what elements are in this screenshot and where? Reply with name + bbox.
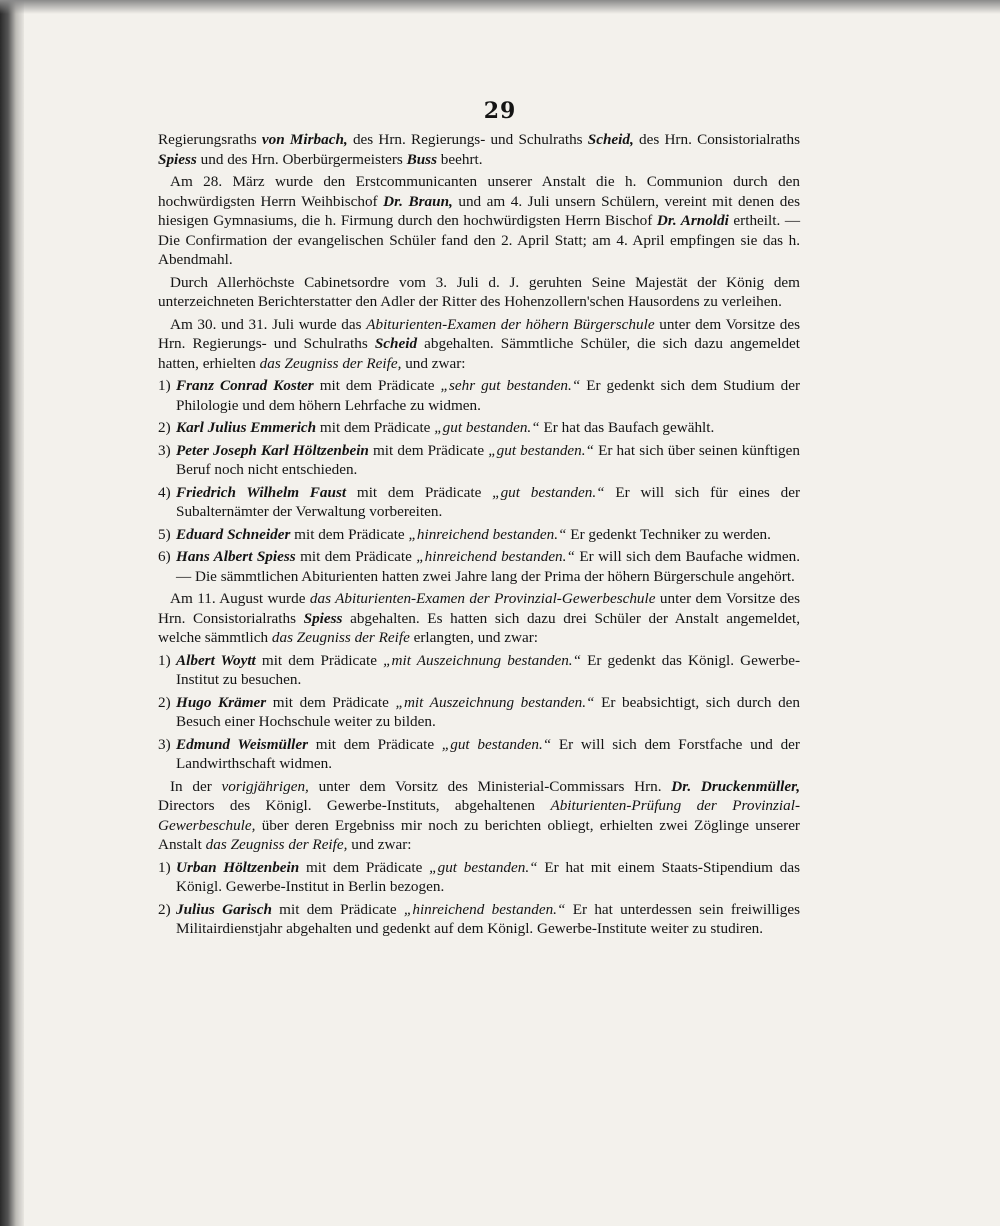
text-run: beehrt. xyxy=(437,150,483,168)
paragraph-p5 xyxy=(158,589,800,648)
emphasis: „gut bestanden.“ xyxy=(488,441,595,459)
text-run: Er will sich dem Forstfache und der Landwirthschaft widmen. xyxy=(176,735,800,772)
text-run: Regierungsraths xyxy=(158,131,262,148)
list-item-text xyxy=(176,900,800,939)
document-body xyxy=(158,130,800,942)
text-run: mit dem Prädicate xyxy=(313,377,441,394)
list-item-text xyxy=(176,418,800,438)
text-run: und am 4. Juli unsern Schülern, vereint mit denen des hiesigen Gymnasiums, die h. Firmung durch den hochwürdigsten Herrn Bischof xyxy=(158,192,800,229)
person-name: Scheid, xyxy=(587,131,634,148)
text-run: Er gedenkt das Königl. Gewerbe-Institut zu besuchen. xyxy=(176,651,801,688)
emphasis: das Zeugniss der Reife, xyxy=(205,836,348,853)
emphasis: das Zeugniss der Reife xyxy=(271,629,410,646)
list-item xyxy=(158,525,800,545)
text-run: mit dem Prädicate xyxy=(299,858,430,876)
text-run: In der xyxy=(170,777,222,795)
list-item-text xyxy=(176,525,800,545)
person-name: Buss xyxy=(406,150,437,168)
person-name: Franz Conrad Koster xyxy=(176,377,314,394)
person-name: Peter Joseph Karl Höltzenbein xyxy=(176,441,369,459)
list-item-number: 2) xyxy=(158,693,171,711)
list-item-number: 4) xyxy=(158,483,171,501)
list-item-text xyxy=(176,693,800,732)
emphasis: „sehr gut bestanden.“ xyxy=(440,377,581,394)
person-name: Friedrich Wilhelm Faust xyxy=(176,483,347,501)
list-item xyxy=(158,483,800,522)
person-name: Julius Garisch xyxy=(176,900,272,918)
text-run: Er hat unterdessen sein freiwilliges Militairdienstjahr abgehalten und gedenkt auf dem Königl. Gewerbe-Institute weiter zu studiren. xyxy=(176,900,801,937)
list-item-number: 3) xyxy=(158,441,171,459)
text-run: Er gedenkt Techniker zu werden. xyxy=(566,525,771,543)
list-item-number: 1) xyxy=(158,858,171,876)
text-run: mit dem Prädicate xyxy=(308,735,442,753)
paragraph-p3 xyxy=(158,273,800,312)
text-run: Am 30. und 31. Juli wurde das xyxy=(170,315,367,333)
text-run: mit dem Prädicate xyxy=(266,693,396,711)
text-run: des Hrn. Consistorialraths xyxy=(633,131,801,148)
text-run: mit dem Prädicate xyxy=(316,419,435,436)
text-run: Durch Allerhöchste Cabinetsordre vom 3. Juli d. J. geruhten Seine Majestät der König dem unterzeichneten Berichterstatter den Adler der Ritter des Hohenzollern'schen Hausordens zu verleihen. xyxy=(158,273,800,310)
emphasis: „mit Auszeichnung bestanden.“ xyxy=(395,693,595,711)
emphasis: Abiturienten-Prüfung der Provinzial-Gewerbeschule, xyxy=(158,797,801,834)
list-item xyxy=(158,900,800,939)
list-item-text xyxy=(176,858,800,897)
page-number: 29 xyxy=(483,98,517,124)
text-run: über deren Ergebniss mir noch zu berichten obliegt, erhielten zwei Zöglinge unserer Anstalt xyxy=(158,816,800,853)
person-name: Spiess xyxy=(303,609,343,627)
list-item xyxy=(158,376,800,415)
emphasis: „gut bestanden.“ xyxy=(441,735,552,753)
person-name: Dr. Braun, xyxy=(383,192,453,210)
emphasis: „gut bestanden.“ xyxy=(429,858,538,876)
emphasis: vorigjährigen, xyxy=(221,777,309,795)
list-item xyxy=(158,735,800,774)
person-name: Spiess xyxy=(158,150,197,168)
text-run: Am 11. August wurde xyxy=(170,590,310,607)
text-run: Er hat sich über seinen künftigen Beruf noch nicht entschieden. xyxy=(176,441,800,478)
emphasis: „gut bestanden.“ xyxy=(434,419,540,436)
list-item-number: 1) xyxy=(158,651,171,669)
list-item-number: 1) xyxy=(158,377,171,394)
emphasis: das Zeugniss der Reife, xyxy=(259,354,402,372)
text-run: des Hrn. Regierungs- und Schulraths xyxy=(347,131,588,148)
paragraph-p6 xyxy=(158,777,800,855)
list-item xyxy=(158,651,800,690)
list-item-number: 6) xyxy=(158,548,171,565)
text-run: und des Hrn. Oberbürgermeisters xyxy=(196,150,407,168)
text-run: Er beabsichtigt, sich durch den Besuch einer Hochschule weiter zu bilden. xyxy=(176,693,801,730)
text-run: Directors des Königl. Gewerbe-Instituts, abgehaltenen xyxy=(158,797,551,814)
person-name: Dr. Druckenmüller, xyxy=(671,777,801,795)
person-name: Edmund Weismüller xyxy=(176,735,309,753)
emphasis: „hinreichend bestanden.“ xyxy=(403,900,566,918)
text-run: mit dem Prädicate xyxy=(290,525,409,543)
text-run: ertheilt. — Die Confirmation der evangelischen Schüler fand den 2. April Statt; am 4. April empfingen sie das h. Abendmahl. xyxy=(158,212,801,268)
text-run: Er gedenkt sich dem Studium der Philologie und dem höhern Lehrfache zu widmen. xyxy=(176,377,800,414)
paragraph-p2 xyxy=(158,172,800,270)
list-item-text xyxy=(176,651,800,690)
list-item xyxy=(158,418,800,438)
binding-gutter-shadow xyxy=(0,0,24,1226)
paragraph-p4 xyxy=(158,315,800,374)
text-run: mit dem Prädicate xyxy=(368,441,489,459)
person-name: Urban Höltzenbein xyxy=(176,858,300,876)
emphasis: „hinreichend bestanden.“ xyxy=(416,548,575,565)
emphasis: „hinreichend bestanden.“ xyxy=(408,525,567,543)
emphasis: das Abiturienten-Examen der Provinzial-Gewerbeschule xyxy=(309,590,656,607)
person-name: Scheid xyxy=(374,335,418,352)
text-run: und zwar: xyxy=(347,836,412,853)
text-run: und zwar: xyxy=(401,354,466,372)
person-name: Eduard Schneider xyxy=(176,525,291,543)
text-run: mit dem Prädicate xyxy=(255,651,384,669)
list-item xyxy=(158,693,800,732)
person-name: Dr. Arnoldi xyxy=(656,212,729,229)
emphasis: „mit Auszeichnung bestanden.“ xyxy=(383,651,582,669)
paragraph-p1 xyxy=(158,130,800,169)
list-item-number: 3) xyxy=(158,735,171,753)
text-run: erlangten, und zwar: xyxy=(409,629,539,646)
text-run: mit dem Prädicate xyxy=(295,548,417,565)
list-item-text xyxy=(176,441,800,480)
text-run: Er hat das Baufach gewählt. xyxy=(539,419,715,436)
text-run: abgehalten. Sämmtliche Schüler, die sich dazu angemeldet hatten, erhielten xyxy=(158,335,800,372)
list-item-text xyxy=(176,547,800,586)
text-run: abgehalten. Es hatten sich dazu drei Schüler der Anstalt angemeldet, welche sämmtlich xyxy=(158,609,800,646)
list-item xyxy=(158,858,800,897)
emphasis: „gut bestanden.“ xyxy=(492,483,605,501)
list-item-text xyxy=(176,483,800,522)
text-run: unter dem Vorsitze des Hrn. Regierungs- und Schulraths xyxy=(158,315,800,352)
text-run: mit dem Prädicate xyxy=(346,483,493,501)
list-item-number: 5) xyxy=(158,525,171,543)
person-name: Hans Albert Spiess xyxy=(176,548,296,565)
scan-top-shadow xyxy=(0,0,1000,14)
text-run: Er will sich dem Baufache widmen. — Die sämmtlichen Abiturienten hatten zwei Jahre lang der Prima der höhern Bürgerschule angehört. xyxy=(176,548,801,585)
list-item-number: 2) xyxy=(158,900,171,918)
person-name: von Mirbach, xyxy=(261,131,348,148)
text-run: Er will sich für eines der Subalternämter der Verwaltung vorbereiten. xyxy=(176,483,801,520)
list-item xyxy=(158,441,800,480)
text-run: unter dem Vorsitz des Ministerial-Commissars Hrn. xyxy=(308,777,672,795)
text-run: mit dem Prädicate xyxy=(271,900,404,918)
text-run: unter dem Vorsitze des Hrn. Consistorialraths xyxy=(158,590,800,627)
person-name: Karl Julius Emmerich xyxy=(176,419,317,436)
list-item-text xyxy=(176,376,800,415)
person-name: Albert Woytt xyxy=(176,651,256,669)
text-run: Er hat mit einem Staats-Stipendium das Königl. Gewerbe-Institut in Berlin bezogen. xyxy=(176,858,800,895)
list-item xyxy=(158,547,800,586)
person-name: Hugo Krämer xyxy=(176,693,267,711)
text-run: Am 28. März wurde den Erstcommunicanten unserer Anstalt die h. Communion durch den hochwürdigsten Herrn Weihbischof xyxy=(158,173,800,210)
list-item-number: 2) xyxy=(158,419,171,436)
list-item-text xyxy=(176,735,800,774)
emphasis: Abiturienten-Examen der höhern Bürgerschule xyxy=(366,315,655,333)
